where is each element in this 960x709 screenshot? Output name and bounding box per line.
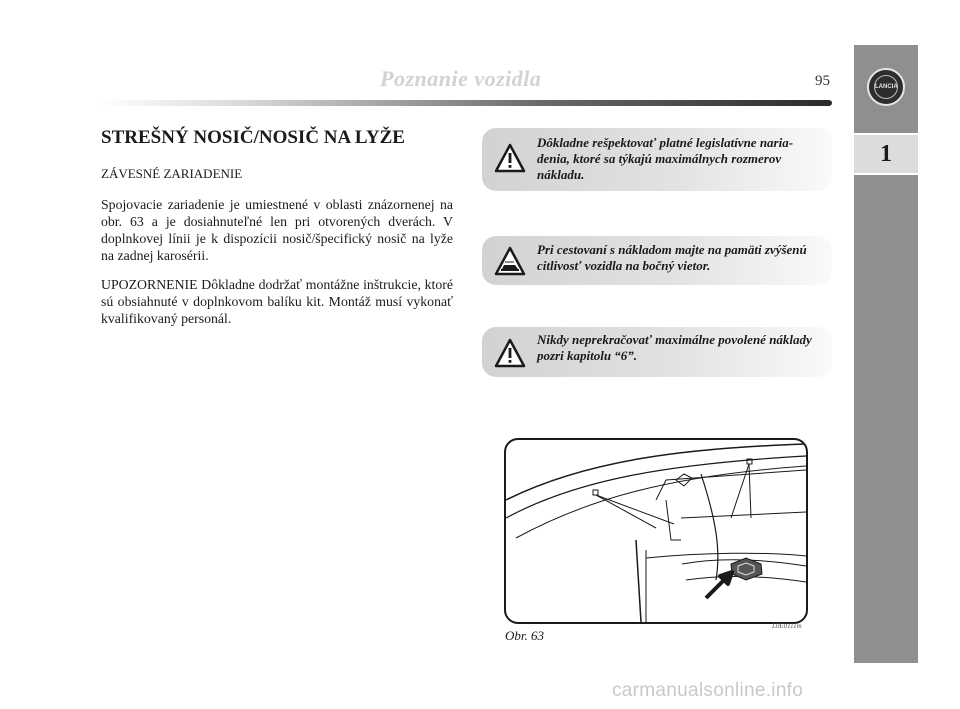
warning-triangle-icon <box>494 338 526 368</box>
paragraph-text: Spojovacie zariadenie je umiestnené v oblasti znázornenej na obr. 63 a je dosiahnuteľné len pri otvorených dverách. V doplnkovej línii je k dispozícii nosič/špecifický nosič na lyže na zadnej karosérii. <box>101 197 453 263</box>
watermark: carmanualsonline.info <box>612 680 804 701</box>
warning-box <box>482 128 832 191</box>
header-divider <box>100 100 832 106</box>
chapter-sidebar <box>854 45 918 663</box>
warning-text: Dôkladne rešpektovať platné legislatívne naria-denia, ktoré sa týkajú maximálnych rozmerov nákladu. <box>537 135 794 182</box>
sidebar-divider <box>854 173 918 175</box>
figure-illustration <box>504 438 808 624</box>
figure-caption: Obr. 63 <box>505 628 545 643</box>
warning-box <box>482 236 832 285</box>
subsection-title: ZÁVESNÉ ZARIADENIE <box>101 166 243 181</box>
car-warning-triangle-icon <box>494 246 526 276</box>
warning-text: Nikdy neprekračovať maximálne povolené náklady pozri kapitolu “6”. <box>537 332 812 363</box>
lancia-logo <box>867 68 905 106</box>
warning-box <box>482 327 832 377</box>
paragraph-text: UPOZORNENIE Dôkladne dodržať montážne inštrukcie, ktoré sú obsiahnuté v doplnkovom balíku kit. Montáž musí vykonať kvalifikovaný personál. <box>101 277 453 326</box>
roof-rack-attachment-illustration <box>506 440 806 622</box>
figure-code: L0E0111m <box>772 622 802 630</box>
page-number: 95 <box>815 73 830 89</box>
lancia-logo-text: LANCIA <box>874 75 898 99</box>
body-paragraph <box>101 276 453 327</box>
page-header-title: Poznanie vozidla <box>380 66 542 91</box>
warning-text: Pri cestovaní s nákladom majte na pamäti zvýšenú citlivosť vozidla na bočný vietor. <box>537 242 807 273</box>
section-title: STREŠNÝ NOSIČ/NOSIČ NA LYŽE <box>101 127 405 148</box>
warning-triangle-icon <box>494 143 526 173</box>
body-paragraph <box>101 196 453 264</box>
chapter-tab[interactable]: 1 <box>854 135 918 173</box>
logo-area <box>854 45 918 135</box>
